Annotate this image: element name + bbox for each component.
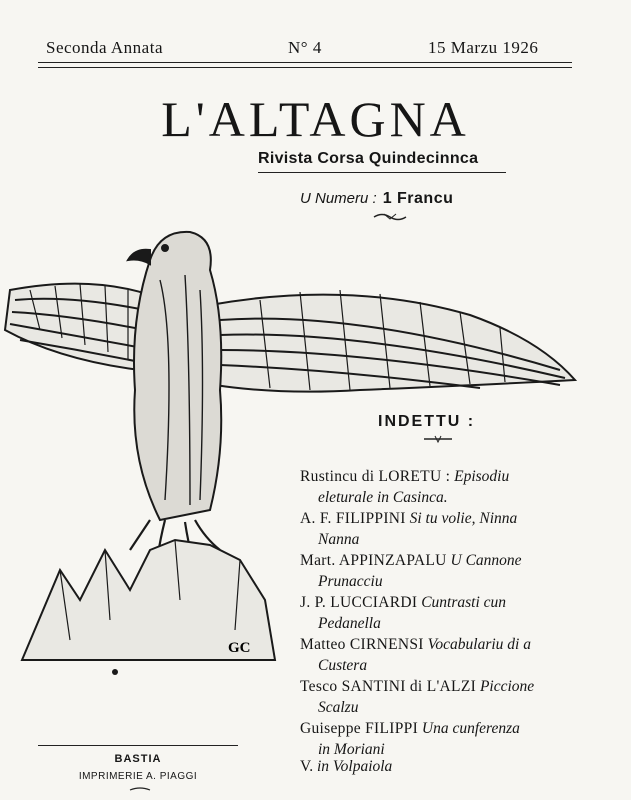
entry-work: Una cunferenza xyxy=(421,720,520,737)
index-entry xyxy=(300,676,578,718)
subtitle-underline xyxy=(258,172,506,173)
price-label: U Numeru : xyxy=(300,190,377,207)
index-entry-last xyxy=(300,758,392,776)
entry-work: in Volpaiola xyxy=(316,758,393,775)
magazine-subtitle: Rivista Corsa Quindecinnca xyxy=(258,150,479,167)
issue-date: 15 Marzu 1926 xyxy=(428,38,539,57)
entry-author: J. P. LUCCIARDI xyxy=(300,594,418,611)
index-entry xyxy=(300,634,578,676)
index-entry xyxy=(300,718,578,760)
entry-author: Tesco SANTINI di L'ALZI xyxy=(300,678,477,695)
eagle-right-wing xyxy=(210,290,575,392)
entry-work: Vocabulariu di a xyxy=(427,636,531,653)
entry-work-cont: Prunacciu xyxy=(318,573,383,590)
eagle-body xyxy=(128,232,221,520)
artist-monogram: GC xyxy=(228,640,251,656)
index-title: INDETTU : xyxy=(378,413,476,430)
index-ornament-icon xyxy=(422,434,454,444)
index-entry xyxy=(300,592,578,634)
eagle-left-wing xyxy=(5,284,150,370)
imprint-ornament-icon xyxy=(128,786,152,794)
entry-author: Rustincu di LORETU : xyxy=(300,468,451,485)
entry-work: Piccione xyxy=(479,678,535,695)
issue-number: N° 4 xyxy=(288,38,322,57)
entry-author: V. xyxy=(300,758,314,775)
entry-work-cont: in Moriani xyxy=(318,741,385,758)
imprint-city: BASTIA xyxy=(114,753,162,765)
entry-author: A. F. FILIPPINI xyxy=(300,510,406,527)
entry-work-cont: Custera xyxy=(318,657,368,674)
entry-author: Guiseppe FILIPPI xyxy=(300,720,419,737)
header-rule-bottom xyxy=(38,67,572,68)
entry-author: Matteo CIRNENSI xyxy=(300,636,424,653)
entry-work: Cuntrasti cun xyxy=(421,594,507,611)
entry-work: U Cannone xyxy=(450,552,522,569)
index-entry xyxy=(300,550,578,592)
entry-work: Si tu volie, Ninna xyxy=(409,510,518,527)
price-line xyxy=(300,190,453,208)
index-list xyxy=(300,466,578,760)
dot-mark xyxy=(112,669,118,675)
imprint-rule xyxy=(38,745,238,746)
header-rule-top xyxy=(38,62,572,63)
entry-work-cont: eleturale in Casinca. xyxy=(318,489,448,506)
entry-work: Episodiu xyxy=(454,468,510,485)
entry-work-cont: Nanna xyxy=(318,531,360,548)
index-entry xyxy=(300,466,578,508)
entry-author: Mart. APPINZAPALU xyxy=(300,552,447,569)
entry-work-cont: Scalzu xyxy=(318,699,359,716)
entry-work-cont: Pedanella xyxy=(318,615,381,632)
price-value: 1 Francu xyxy=(382,190,454,207)
imprint-printer: IMPRIMERIE A. PIAGGI xyxy=(78,771,198,782)
index-entry xyxy=(300,508,578,550)
magazine-title: L'ALTAGNA xyxy=(161,91,470,147)
year-label: Seconda Annata xyxy=(46,38,163,57)
